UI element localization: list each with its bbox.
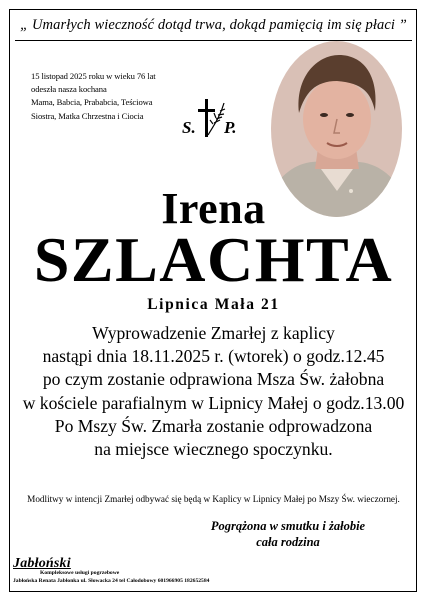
funeral-details-line: po czym zostanie odprawiona Msza Św. żałobna [42, 369, 385, 390]
funeral-details-line: na miejsce wiecznego spoczynku. [94, 439, 333, 460]
funeral-details-line: Wyprowadzenie Zmarłej z kaplicy [92, 323, 335, 343]
intro-line: Mama, Babcia, Prababcia, Teściowa [31, 97, 153, 108]
mourners-line: Pogrążona w smutku i żałobie [210, 519, 366, 533]
intro-line: Siostra, Matka Chrzestna i Ciocia [31, 110, 144, 121]
mourners-line: cała rodzina [256, 535, 320, 549]
funeral-details-line: w kościele parafialnym w Lipnicy Małej o godz.13.00 [22, 392, 405, 413]
intro-line: 15 listopad 2025 roku w wieku 76 lat [31, 71, 156, 81]
intro-line: odeszła nasza kochana [31, 84, 107, 95]
cross-symbol-icon [180, 93, 240, 143]
funeral-details [0, 322, 427, 461]
cross-symbol [180, 93, 240, 143]
motto-quote: „ Umarłych wieczność dotąd trwa, dokąd pamięcią im się płaci ” [20, 17, 407, 33]
funeral-home-subtitle: Kompleksowe usługi pogrzebowe [40, 570, 120, 576]
funeral-home-name: Jabłoński [13, 556, 71, 571]
motto-rule [15, 40, 412, 41]
deceased-surname: SZLACHTA [33, 224, 394, 295]
funeral-home-address: Jabłońska Renata Jabłonka ul. Słowacka 24 tel Całodobowy 601966905 182652584 [13, 578, 210, 584]
funeral-home-footer [13, 558, 313, 585]
deceased-address: Lipnica Mała 21 [147, 296, 280, 313]
mourners-signature [178, 518, 398, 550]
funeral-details-line: nastąpi dnia 18.11.2025 r. (wtorek) o godz.12.45 [42, 346, 385, 367]
svg-text:S.: S. [182, 118, 196, 137]
svg-text:P.: P. [224, 118, 237, 137]
prayer-note: Modlitwy w intencji Zmarłej odbywać się będą w Kaplicy w Lipnicy Małej po Mszy Św. wieczornej. [27, 494, 400, 504]
deceased-first-name: Irena [161, 184, 266, 233]
funeral-details-line: Po Mszy Św. Zmarła zostanie odprowadzona [54, 415, 373, 436]
